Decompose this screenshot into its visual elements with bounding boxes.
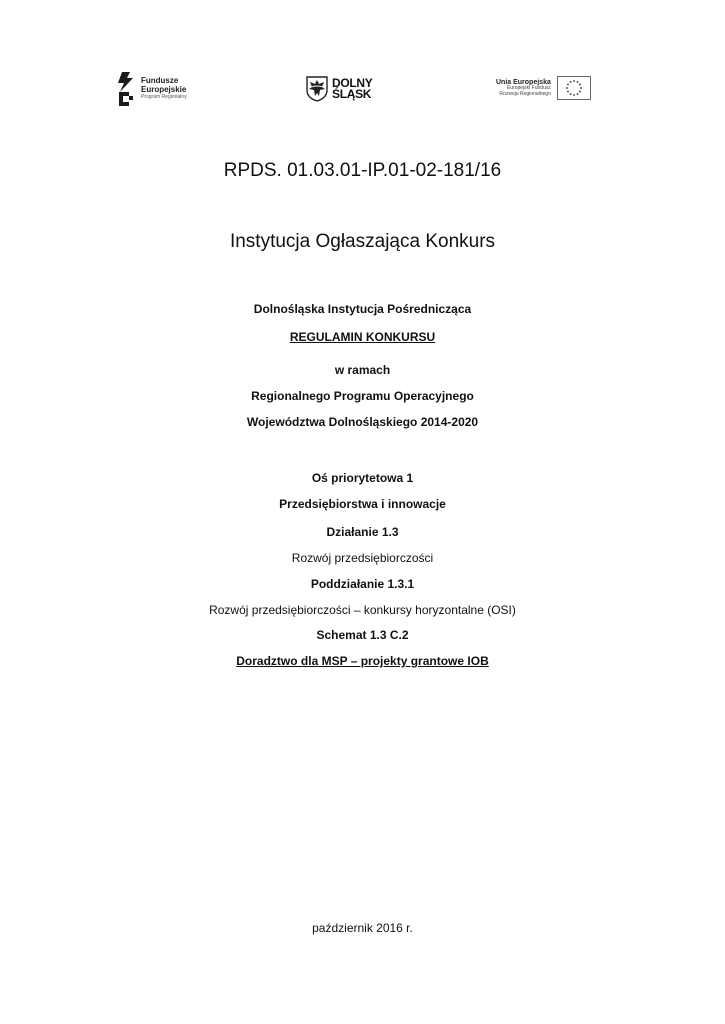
fundusze-line2: Europejskie xyxy=(141,84,187,94)
dolny-slask-line1: DOLNY xyxy=(332,75,373,90)
fundusze-line1: Fundusze xyxy=(141,76,179,86)
dolny-slask-logo xyxy=(306,76,373,102)
document-date: październik 2016 r. xyxy=(312,921,413,935)
eu-text xyxy=(496,79,551,98)
scheme-name: Doradztwo dla MSP – projekty grantowe IOB xyxy=(236,654,489,668)
priority-axis: Oś priorytetowa 1 xyxy=(311,471,414,485)
within-text: w ramach xyxy=(334,363,391,377)
eu-line3: Rozwoju Regionalnego xyxy=(499,90,551,97)
institution-heading: Instytucja Ogłaszająca Konkurs xyxy=(229,231,496,252)
measure-name: Rozwój przedsiębiorczości xyxy=(291,551,434,565)
priority-axis-name: Przedsiębiorstwa i innowacje xyxy=(279,497,446,511)
eagle-crest-icon xyxy=(306,76,328,102)
eu-line1: Unia Europejska xyxy=(496,78,551,86)
dolny-slask-line2: ŚLĄSK xyxy=(332,87,372,101)
fundusze-europejskie-logo xyxy=(116,72,187,106)
institution-name: Dolnośląska Instytucja Pośrednicząca xyxy=(253,302,472,316)
submeasure: Poddziałanie 1.3.1 xyxy=(310,577,415,591)
reference-number: RPDS. 01.03.01-IP.01-02-181/16 xyxy=(223,160,502,181)
logo-bar xyxy=(0,66,725,116)
fundusze-europejskie-text xyxy=(141,77,187,100)
fundusze-europejskie-emblem-icon xyxy=(116,72,136,106)
fundusze-line3: Program Regionalny xyxy=(141,94,187,101)
eu-line2: Europejski Fundusz xyxy=(506,85,551,92)
voivodeship-name: Województwa Dolnośląskiego 2014-2020 xyxy=(246,415,479,429)
scheme: Schemat 1.3 C.2 xyxy=(316,628,409,642)
measure: Działanie 1.3 xyxy=(326,525,399,539)
dolny-slask-text xyxy=(332,75,373,101)
programme-name: Regionalnego Programu Operacyjnego xyxy=(251,389,474,403)
submeasure-name: Rozwój przedsiębiorczości – konkursy horyzontalne (OSI) xyxy=(209,603,516,617)
eu-logo xyxy=(496,76,591,100)
eu-flag-icon xyxy=(557,76,591,100)
regulations-title: REGULAMIN KONKURSU xyxy=(289,330,436,344)
